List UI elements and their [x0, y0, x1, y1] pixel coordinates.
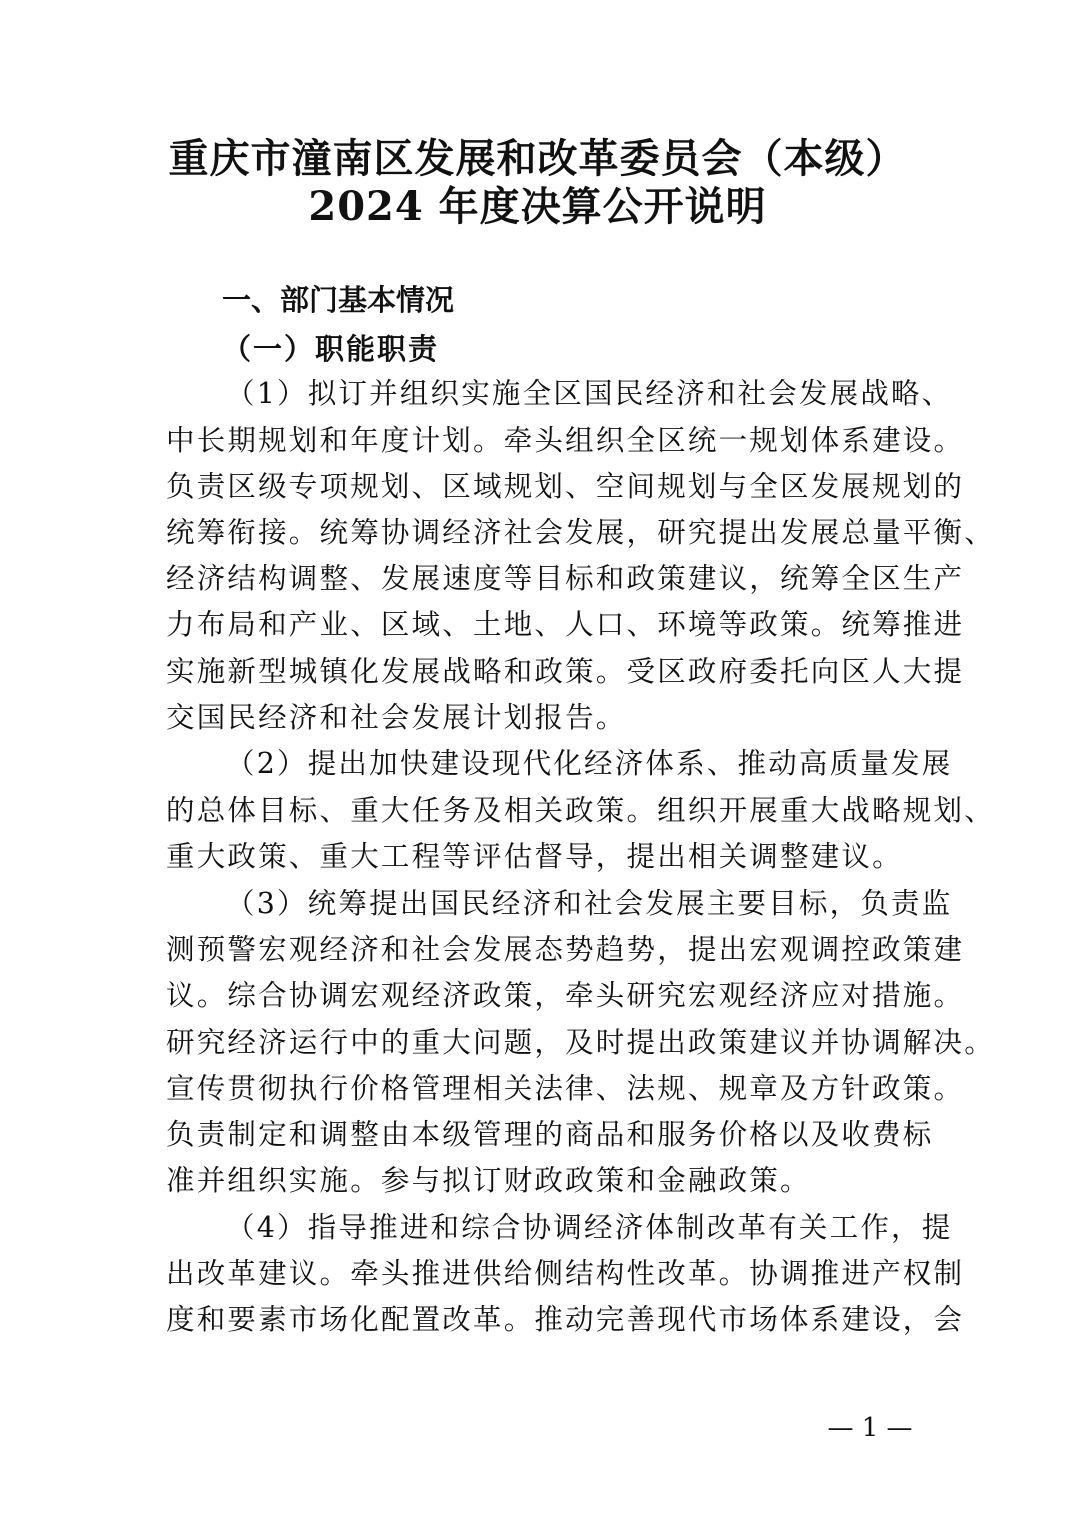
paragraph-line: 力布局和产业、区域、土地、人口、环境等政策。统筹推进 — [166, 608, 965, 641]
paragraph-line: 宣传贯彻执行价格管理相关法律、法规、规章及方针政策。 — [166, 1072, 965, 1105]
paragraph-line: 度和要素市场化配置改革。推动完善现代市场体系建设，会 — [166, 1303, 965, 1336]
paragraph-line: （3）统筹提出国民经济和社会发展主要目标，负责监 — [226, 887, 953, 920]
document-title-line-1: 重庆市潼南区发展和改革委员会（本级） — [168, 135, 907, 182]
paragraph-line: 经济结构调整、发展速度等目标和政策建议，统筹全区生产 — [166, 562, 965, 595]
paragraph-line: 交国民经济和社会发展计划报告。 — [166, 701, 627, 734]
paragraph-line: 准并组织实施。参与拟订财政政策和金融政策。 — [166, 1164, 811, 1197]
subsection-heading: （一）职能职责 — [222, 332, 440, 366]
paragraph-line: 研究经济运行中的重大问题，及时提出政策建议并协调解决。 — [166, 1026, 995, 1059]
document-title-line-2: 2024 年度决算公开说明 — [308, 183, 767, 230]
paragraph-line: 统筹衔接。统筹协调经济社会发展，研究提出发展总量平衡、 — [166, 516, 995, 549]
paragraph-line: 议。综合协调宏观经济政策，牵头研究宏观经济应对措施。 — [166, 979, 965, 1012]
paragraph-line: （4）指导推进和综合协调经济体制改革有关工作，提 — [226, 1211, 953, 1244]
paragraph-line: （2）提出加快建设现代化经济体系、推动高质量发展 — [226, 747, 953, 780]
page-number: — 1 — — [827, 1413, 913, 1443]
paragraph-line: 重大政策、重大工程等评估督导，提出相关调整建议。 — [166, 840, 903, 873]
paragraph-line: 实施新型城镇化发展战略和政策。受区政府委托向区人大提 — [166, 655, 965, 688]
paragraph-line: 负责制定和调整由本级管理的商品和服务价格以及收费标 — [166, 1118, 934, 1151]
paragraph-line: 负责区级专项规划、区域规划、空间规划与全区发展规划的 — [166, 470, 965, 503]
section-heading: 一、部门基本情况 — [222, 283, 455, 317]
paragraph-line: 中长期规划和年度计划。牵头组织全区统一规划体系建设。 — [166, 424, 965, 457]
paragraph-line: 出改革建议。牵头推进供给侧结构性改革。协调推进产权制 — [166, 1257, 965, 1290]
paragraph-line: 的总体目标、重大任务及相关政策。组织开展重大战略规划、 — [166, 794, 995, 827]
paragraph-line: （1）拟订并组织实施全区国民经济和社会发展战略、 — [226, 377, 953, 410]
paragraph-line: 测预警宏观经济和社会发展态势趋势，提出宏观调控政策建 — [166, 933, 965, 966]
